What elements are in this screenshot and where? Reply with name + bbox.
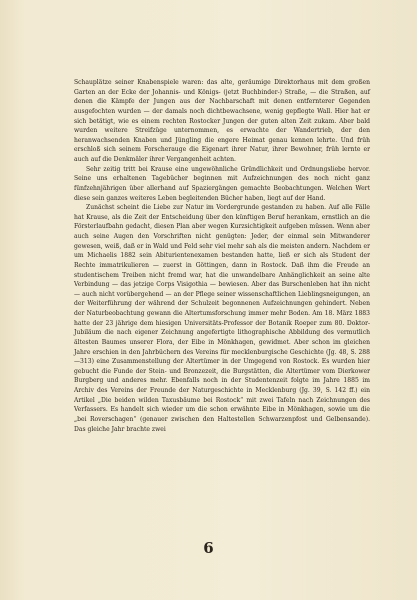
paragraph-3: Zunächst scheint die Liebe zur Natur im Vordergrunde gestanden zu haben. Auf alle Fälle hat Krause, als die Zeit der Entscheidung über den künftigen Beruf herankam, ernstlich an die Försterlaufbahn gedacht, diesen Plan aber wegen Kurzsichtigkeit aufgeben müssen. Wenn aber auch seine Augen den Vorschriften nicht genügten: Jeder, der einmal sein Mitwanderer gewesen, weiß, daß er in Wald und Feld sehr viel mehr sah als die meisten andern. Nachdem er um Michaelis 1882 sein Abiturientenexamen bestanden hatte, ließ er sich als Student der Rechte immatrikulieren — zuerst in Göttingen, dann in Rostock. Daß ihm die Freude an studentischem Treiben nicht fremd war, hat die unwandelbare Anhänglichkeit an seine alte Verbindung — das jetzige Corps Visigothia — bewiesen. Aber das Burschenleben hat ihn nicht — auch nicht vorübergehend — an der Pflege seiner wissenschaftlichen Lieblingsneigungen, an der Weiterführung der während der Schulzeit begonnenen Aufzeichnungen gehindert. Neben der Naturbeobachtung gewann die Altertumsforschung immer mehr Boden. Am 18. März 1883 hatte der 23 jährige dem hiesigen Universitäts-Professor der Botanik Roeper zum 80. Doktor-Jubiläum die nach eigener Zeichnung angefertigte lithographische Abbildung des vermutlich ältesten Baumes unserer Flora, der Eibe in Mönkhagen, gewidmet. Aber schon im gleichen Jahre erschien in den Jahrbüchern des Vereins für mecklenburgische Geschichte (Jg. 48, S. 288—313) eine Zusammenstellung der Altertümer in der Umgegend von Rostock. Es wurden hier gebucht die Funde der Stein- und Bronzezeit, die Burgstätten, die Altertümer vom Dierkower Burgberg und anderes mehr. Ebenfalls noch in der Studentenzeit folgte im Jahre 1885 im Archiv des Vereins der Freunde der Naturgeschichte in Mecklenburg (Jg. 39, S. 142 ff.) ein Artikel „Die beiden wilden Taxusbäume bei Rostock“ mit zwei Tafeln nach Zeichnungen des Verfassers. Es handelt sich wieder um die schon erwähnte Eibe in Mönkhagen, sowie um die „bei Roverschagen“ (genauer zwischen den Haltestellen Schwarzenpfost und Gelbensande). Das gleiche Jahr brachte zwei — [74, 204, 370, 433]
paragraph-2: Sehr zeitig tritt bei Krause eine ungewöhnliche Gründlichkeit und Ordnungsliebe hervor. Seine uns erhaltenen Tagebücher beginnen mit Aufzeichnungen des noch nicht ganz fünfzehnjährigen über allerhand auf Spaziergängen gemachte Beobachtungen. Welchen Wert diese sein ganzes weiteres Leben begleitenden Bücher haben, liegt auf der Hand. — [74, 165, 370, 202]
paragraph-1: Schauplätze seiner Knabenspiele waren: das alte, geräumige Direktorhaus mit dem großen Garten an der Ecke der Johannis- und Königs- (jetzt Buchbinder-) Straße, — die Straßen, auf denen die Kämpfe der Jungen aus der Nachbarschaft mit denen entfernterer Gegenden ausgefochten wurden — der damals noch dichtbewachsene, wenig gepflegte Wall. Hier hat er sich betätigt, wie es einem rechten Rostocker Jungen der guten alten Zeit zukam. Aber bald wurden weitere Streifzüge unternommen, es erwachte der Wandertrieb, der den heranwachsenden Knaben und Jüngling die engere Heimat genau kennen lehrte. Und früh erschloß sich seinem Forscherauge die Eigenart ihrer Natur, ihrer Bewohner, früh lernte er auch auf die Denkmäler ihrer Vergangenheit achten. — [74, 79, 370, 163]
page-number: 6 — [203, 539, 214, 557]
body-text — [74, 78, 370, 434]
